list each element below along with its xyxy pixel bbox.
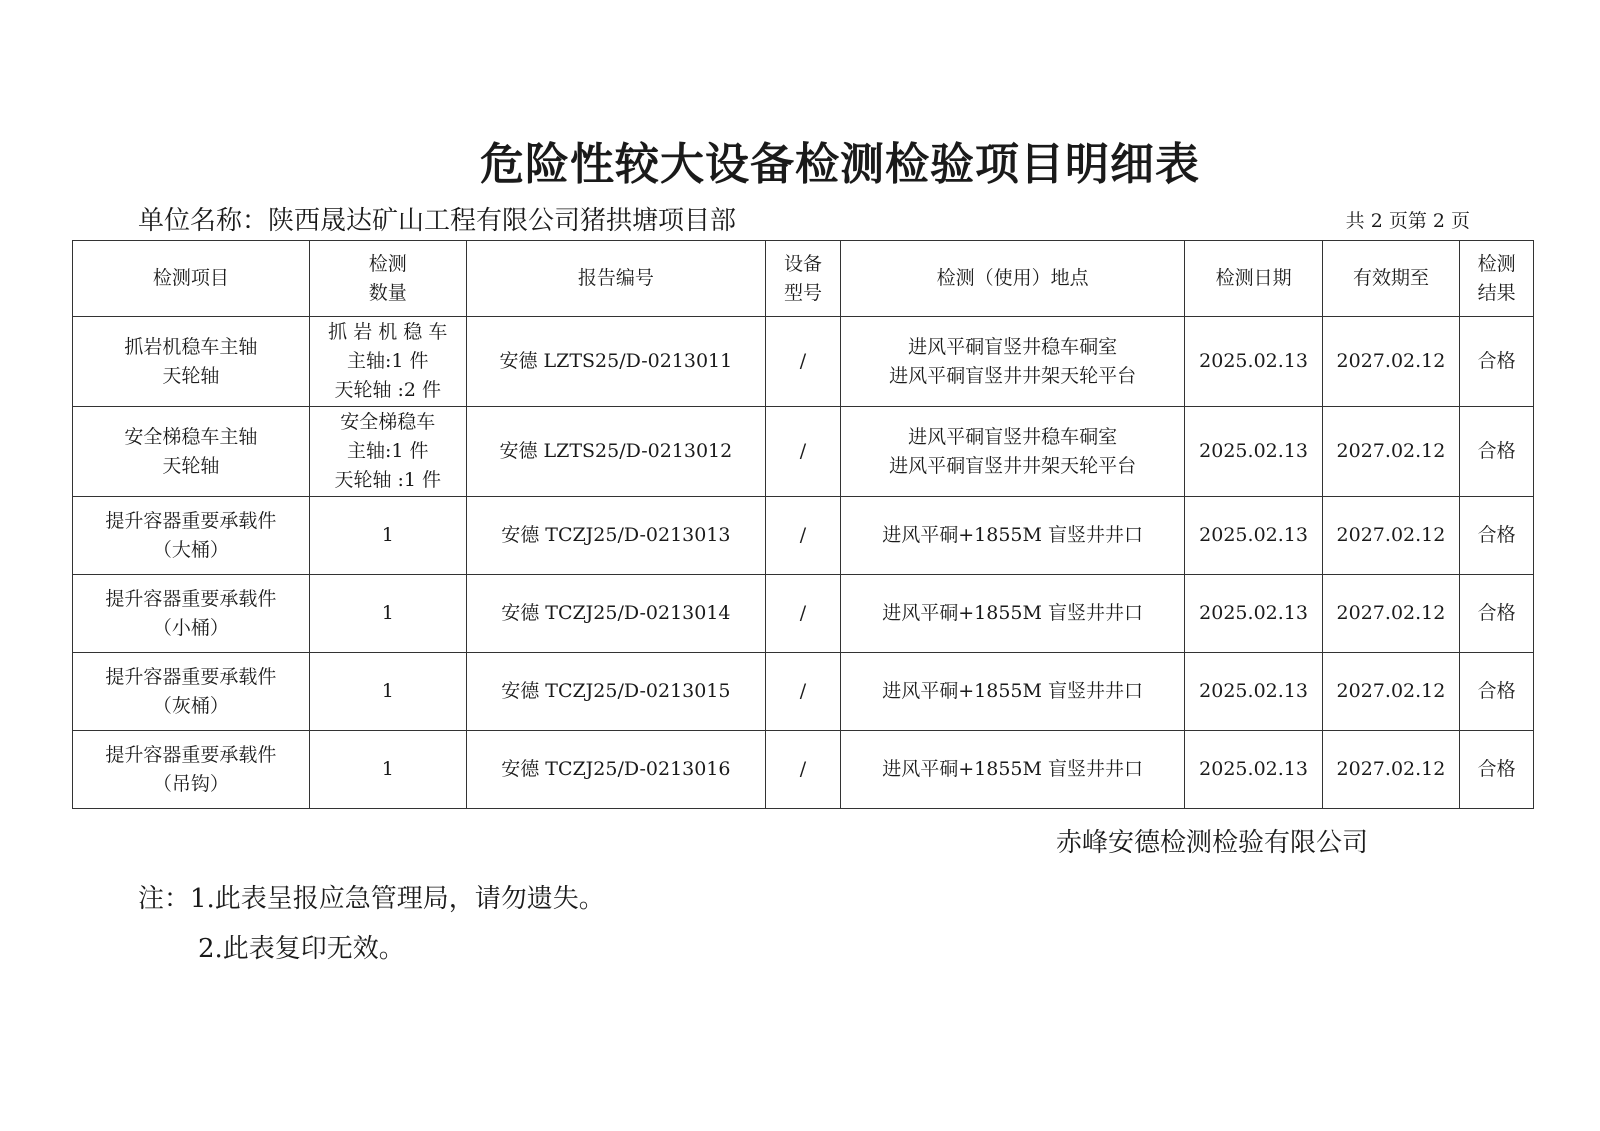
table-row [73,653,1534,731]
cell-location: 进风平硐+1855M 盲竖井井口 [840,653,1184,731]
header-location: 检测（使用）地点 [840,241,1184,317]
cell-inspection-date: 2025.02.13 [1185,317,1322,407]
header-valid-until: 有效期至 [1322,241,1459,317]
inspection-table [72,240,1534,809]
header-item: 检测项目 [73,241,310,317]
cell-location: 进风平硐+1855M 盲竖井井口 [840,575,1184,653]
cell-quantity: 1 [309,653,466,731]
header-report-number: 报告编号 [466,241,765,317]
cell-item: 抓岩机稳车主轴 天轮轴 [73,317,310,407]
cell-model: / [766,407,841,497]
cell-item: 安全梯稳车主轴 天轮轴 [73,407,310,497]
cell-quantity: 1 [309,497,466,575]
cell-location: 进风平硐+1855M 盲竖井井口 [840,497,1184,575]
header-inspection-date: 检测日期 [1185,241,1322,317]
cell-report-number: 安德 TCZJ25/D-0213014 [466,575,765,653]
unit-name-value: 陕西晟达矿山工程有限公司猪拱塘项目部 [268,206,737,236]
cell-location: 进风平硐+1855M 盲竖井井口 [840,731,1184,809]
header-quantity: 检测 数量 [309,241,466,317]
cell-model: / [766,575,841,653]
unit-name-line [138,200,736,237]
cell-report-number: 安德 LZTS25/D-0213012 [466,407,765,497]
cell-model: / [766,497,841,575]
cell-result: 合格 [1460,731,1534,809]
cell-valid-until: 2027.02.12 [1322,731,1459,809]
document-title: 危险性较大设备检测检验项目明细表 [480,139,1200,190]
table-row [73,575,1534,653]
cell-valid-until: 2027.02.12 [1322,317,1459,407]
cell-result: 合格 [1460,653,1534,731]
cell-model: / [766,317,841,407]
cell-report-number: 安德 TCZJ25/D-0213013 [466,497,765,575]
cell-result: 合格 [1460,497,1534,575]
cell-quantity: 1 [309,731,466,809]
cell-inspection-date: 2025.02.13 [1185,731,1322,809]
cell-valid-until: 2027.02.12 [1322,575,1459,653]
cell-result: 合格 [1460,407,1534,497]
cell-quantity: 抓 岩 机 稳 车 主轴:1 件 天轮轴 :2 件 [309,317,466,407]
cell-model: / [766,653,841,731]
table-row [73,407,1534,497]
issuing-company: 赤峰安德检测检验有限公司 [1056,828,1369,858]
header-result: 检测 结果 [1460,241,1534,317]
cell-valid-until: 2027.02.12 [1322,497,1459,575]
cell-inspection-date: 2025.02.13 [1185,407,1322,497]
cell-result: 合格 [1460,575,1534,653]
page-info: 共 2 页第 2 页 [1345,210,1470,232]
cell-inspection-date: 2025.02.13 [1185,497,1322,575]
table-header-row [73,241,1534,317]
cell-item: 提升容器重要承载件 （灰桶） [73,653,310,731]
cell-location: 进风平硐盲竖井稳车硐室 进风平硐盲竖井井架天轮平台 [840,407,1184,497]
cell-valid-until: 2027.02.12 [1322,653,1459,731]
unit-name-label: 单位名称： [138,206,269,236]
cell-valid-until: 2027.02.12 [1322,407,1459,497]
table-row [73,497,1534,575]
table-row [73,317,1534,407]
cell-inspection-date: 2025.02.13 [1185,653,1322,731]
cell-quantity: 安全梯稳车 主轴:1 件 天轮轴 :1 件 [309,407,466,497]
note-line-2: 2.此表复印无效。 [198,934,405,964]
cell-model: / [766,731,841,809]
header-model: 设备 型号 [766,241,841,317]
cell-item: 提升容器重要承载件 （小桶） [73,575,310,653]
cell-result: 合格 [1460,317,1534,407]
cell-quantity: 1 [309,575,466,653]
cell-report-number: 安德 TCZJ25/D-0213016 [466,731,765,809]
cell-inspection-date: 2025.02.13 [1185,575,1322,653]
cell-item: 提升容器重要承载件 （吊钩） [73,731,310,809]
table-row [73,731,1534,809]
cell-report-number: 安德 LZTS25/D-0213011 [466,317,765,407]
cell-location: 进风平硐盲竖井稳车硐室 进风平硐盲竖井井架天轮平台 [840,317,1184,407]
cell-report-number: 安德 TCZJ25/D-0213015 [466,653,765,731]
note-line-1: 注：1.此表呈报应急管理局，请勿遗失。 [138,884,605,914]
cell-item: 提升容器重要承载件 （大桶） [73,497,310,575]
